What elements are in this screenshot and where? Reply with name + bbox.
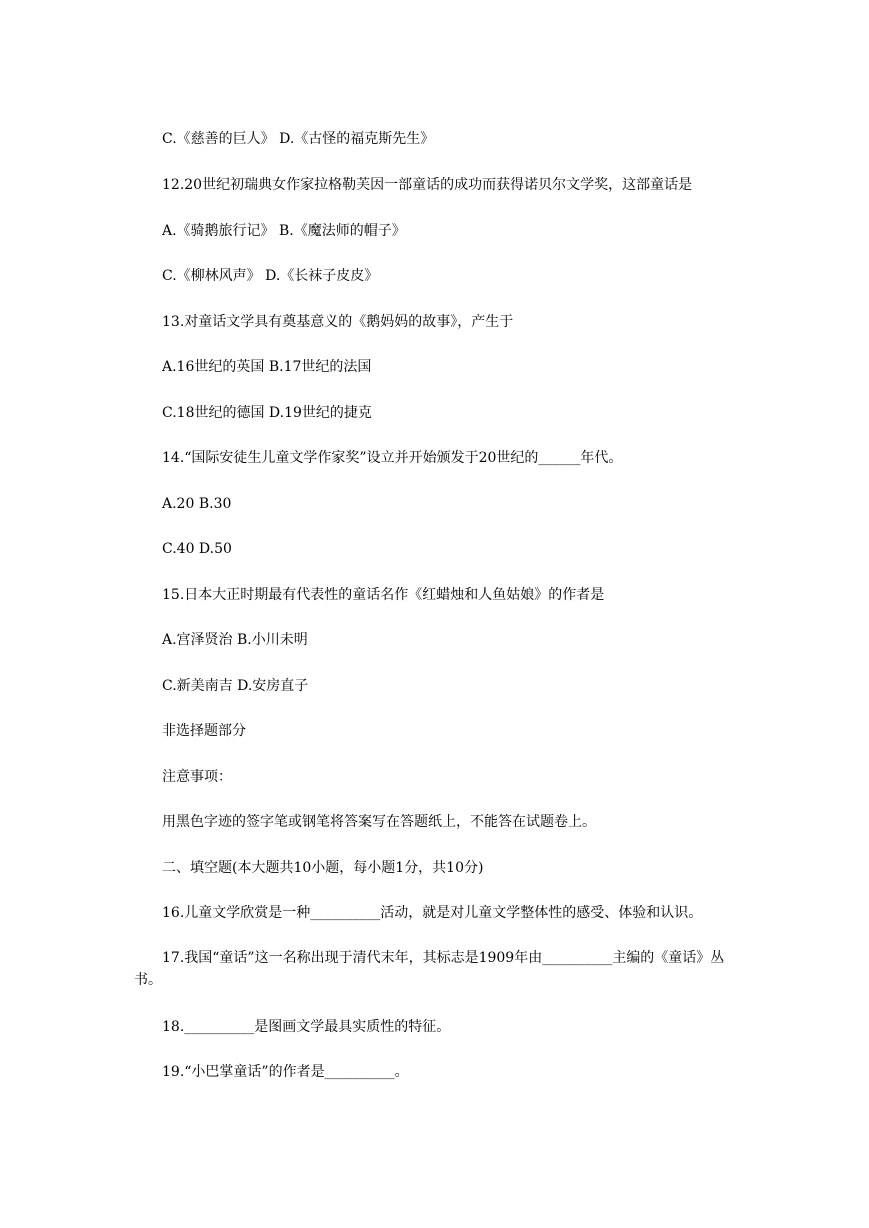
q14-question: 14.“国际安徒生儿童文学作家奖”设立并开始颁发于20世纪的______年代。: [162, 450, 623, 466]
q18-question: 18.__________是图画文学最具实质性的特征。: [162, 1019, 451, 1035]
q17-question: 17.我国“童话”这一名称出现于清代末年，其标志是1909年由__________主编的《童话》丛书。: [134, 950, 725, 988]
q19-question: 19.“小巴掌童话”的作者是__________。: [162, 1064, 409, 1080]
q12-question: 12.20世纪初瑞典女作家拉格勒芙因一部童话的成功而获得诺贝尔文学奖，这部童话是: [162, 177, 693, 193]
q15-options-cd: C.新美南吉 D.安房直子: [162, 678, 309, 694]
q12-options-ab: A.《骑鹅旅行记》 B.《魔法师的帽子》: [162, 223, 406, 239]
q12-options-cd: C.《柳林风声》 D.《长袜子皮皮》: [162, 268, 379, 284]
notice-text: 用黑色字迹的签字笔或钢笔将答案写在答题纸上，不能答在试题卷上。: [162, 814, 596, 830]
q11-options-cd: C.《慈善的巨人》 D.《古怪的福克斯先生》: [162, 131, 435, 147]
q16-question: 16.儿童文学欣赏是一种__________活动，就是对儿童文学整体性的感受、体验和认识。: [162, 905, 703, 921]
q15-question: 15.日本大正时期最有代表性的童话名作《红蜡烛和人鱼姑娘》的作者是: [162, 587, 605, 603]
q14-options-ab: A.20 B.30: [162, 496, 232, 512]
q14-options-cd: C.40 D.50: [162, 541, 232, 557]
q13-options-ab: A.16世纪的英国 B.17世纪的法国: [162, 359, 372, 375]
section-heading-nonchoice: 非选择题部分: [162, 723, 246, 739]
q15-options-ab: A.宫泽贤治 B.小川未明: [162, 632, 308, 648]
section-heading-fill-in: 二、填空题(本大题共10小题，每小题1分，共10分): [162, 860, 484, 876]
notice-heading: 注意事项：: [162, 769, 232, 785]
q13-question: 13.对童话文学具有奠基意义的《鹅妈妈的故事》，产生于: [162, 314, 514, 330]
q13-options-cd: C.18世纪的德国 D.19世纪的捷克: [162, 405, 372, 421]
